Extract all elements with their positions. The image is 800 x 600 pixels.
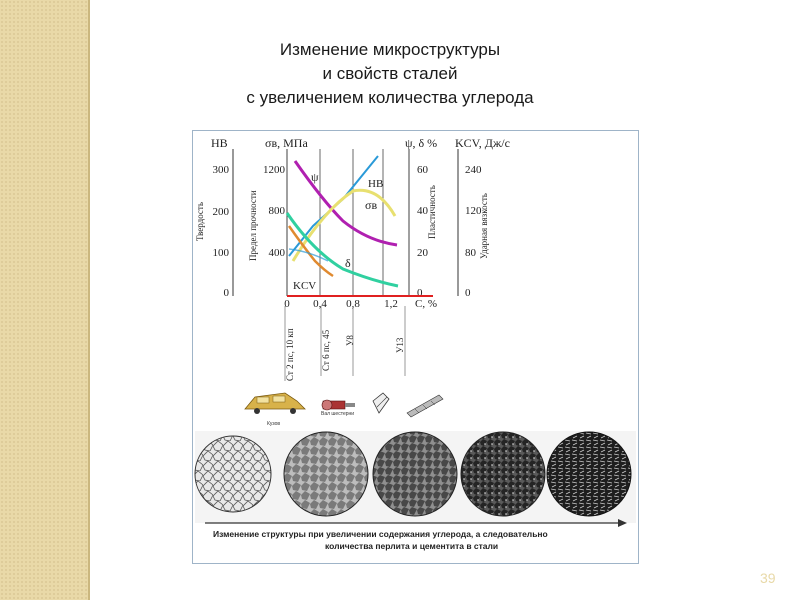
label-hardness: Твердость: [195, 202, 205, 241]
label-plasticity: Пластичность: [427, 185, 437, 239]
slide-title: [180, 38, 600, 110]
gear-caption: Вал шестерни: [321, 411, 355, 417]
sigma-tick-2: 400: [268, 247, 285, 259]
steel-grade-4: У13: [395, 337, 405, 353]
curve-label-delta: δ: [345, 256, 351, 270]
microstructure-photo-5: [547, 432, 631, 516]
steel-grade-1: Ст 2 пс, 10 кп: [285, 328, 295, 381]
carbon-tick-1: 0,4: [313, 298, 327, 310]
sigma-tick-labels: [263, 164, 286, 259]
title-line-1: Изменение микроструктуры: [279, 40, 501, 59]
microstructure-photo-3: [373, 432, 457, 516]
psi-tick-2: 20: [417, 247, 428, 259]
figure-canvas: [193, 131, 638, 563]
hb-tick-0: 300: [212, 164, 229, 176]
page-number: 39: [760, 570, 776, 586]
psi-tick-3: 0: [417, 287, 423, 299]
psi-tick-0: 60: [417, 164, 428, 176]
curve-label-psi: ψ: [311, 170, 319, 184]
sigma-tick-1: 800: [268, 205, 285, 217]
curve-label-hb: HB: [368, 178, 384, 190]
microstructure-photo-4: [461, 432, 545, 516]
hb-tick-2: 100: [212, 247, 229, 259]
carbon-tick-labels: [284, 298, 398, 310]
title-line-3: с увеличением количества углерода: [246, 88, 534, 107]
car-caption: Кузов: [267, 421, 281, 427]
hb-tick-1: 200: [212, 206, 229, 218]
microstructure-photo-row: [195, 431, 636, 523]
carbon-axis-unit: С, %: [415, 298, 437, 310]
microstructure-photo-1: [195, 436, 271, 512]
sigma-tick-0: 1200: [263, 164, 285, 176]
carbon-tick-2: 0,8: [346, 298, 360, 310]
axis-sigma-title: σв, МПа: [265, 136, 308, 150]
side-band-border: [88, 0, 90, 600]
curve-label-kcv: KCV: [293, 280, 317, 292]
axis-kcv-title: KCV, Дж/с: [455, 136, 510, 150]
title-line-2: и свойств сталей: [322, 64, 458, 83]
hb-tick-labels: [213, 164, 230, 299]
plot-grid: [287, 149, 409, 296]
carbon-tick-3: 1,2: [384, 298, 398, 310]
axis-psi-title: ψ, δ %: [405, 136, 438, 150]
steel-grade-3: У8: [345, 335, 355, 346]
microstructure-photo-2: [284, 432, 368, 516]
steel-grade-2: Ст 6 пс, 45: [321, 329, 331, 371]
carbon-tick-0: 0: [284, 298, 290, 310]
gear-shaft-illustration: [322, 400, 355, 410]
decorative-side-band: [0, 0, 88, 600]
caption-line-1: Изменение структуры при увеличении содержания углерода, а следовательно: [213, 529, 548, 539]
axis-hb-title: HB: [211, 136, 228, 150]
hb-tick-3: 0: [223, 287, 229, 299]
label-toughness: Ударная вязкость: [479, 193, 489, 259]
psi-tick-1: 40: [417, 205, 428, 217]
label-strength: Предел прочности: [248, 190, 258, 261]
drill-bit-icon: [407, 395, 443, 417]
kcv-tick-2: 80: [465, 247, 476, 259]
steel-properties-figure: [192, 130, 639, 564]
cutting-tool-icon: [373, 393, 389, 413]
car-body-illustration: [245, 393, 305, 414]
kcv-tick-0: 240: [465, 164, 482, 176]
curve-delta: [287, 213, 398, 286]
curve-label-sigma: σв: [365, 198, 378, 212]
kcv-tick-1: 120: [465, 205, 482, 217]
caption-line-2: количества перлита и цементита в стали: [325, 541, 499, 551]
kcv-tick-3: 0: [465, 287, 471, 299]
